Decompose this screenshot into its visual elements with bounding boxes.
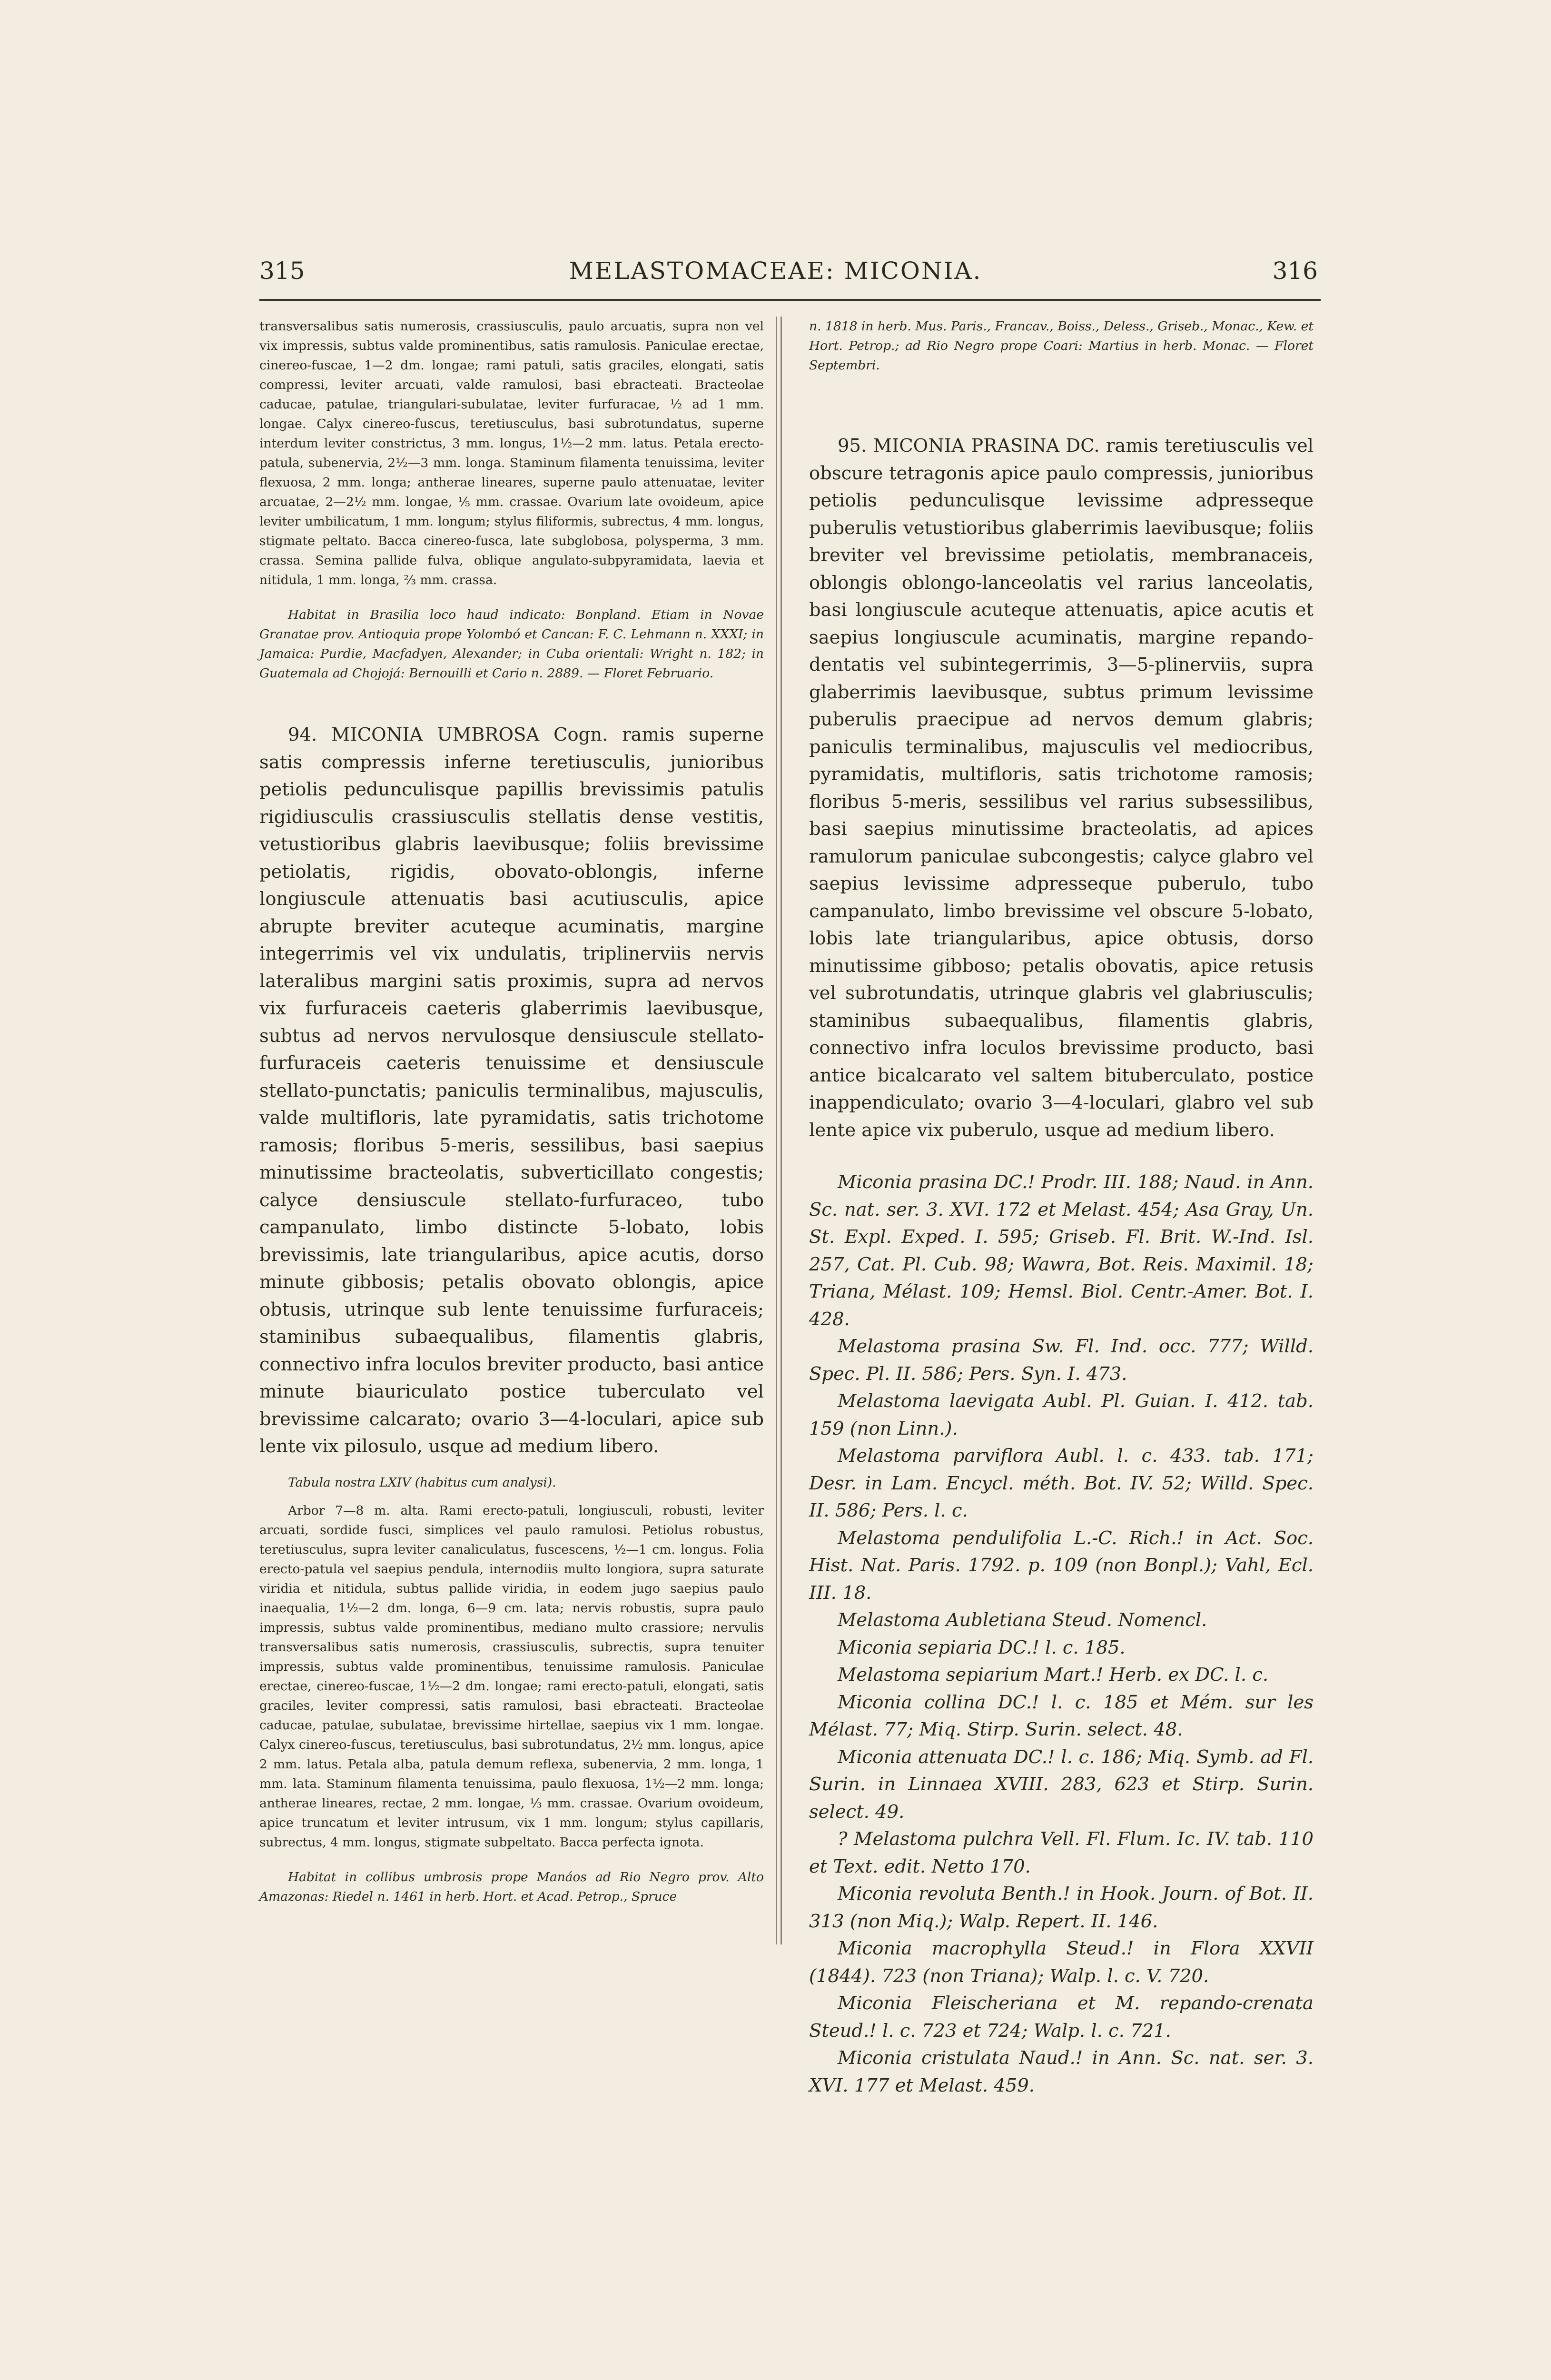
- species-94-diagnosis: ramis superne satis compressis inferne teretiusculis, junioribus petiolis pedunculisque papillis brevissimis patulis rigidiusculis crassiusculis stellatis dense vestitis, vetustioribus glabris laevibusque; foliis brevissime petiolatis, rigidis, obovato-oblongis, inferne longiuscule attenuatis basi acutiusculis, apice abrupte breviter acuteque acuminatis, margine integerrimis vel vix undulatis, triplinerviis nervis lateralibus margini satis proximis, supra ad nervos vix furfuraceis caeteris glaberrimis laevibusque, subtus ad nervos nervulosque densiuscule stellato-furfuraceis caeteris tenuissime et densiuscule stellato-punctatis; paniculis terminalibus, majusculis, valde multifloris, late pyramidatis, satis trichotome ramosis; floribus 5-meris, sessilibus, basi saepius minutissime bracteolatis, subverticillato congestis; calyce densiuscule stellato-furfuraceo, tubo campanulato, limbo distincte 5-lobato, lobis brevissimis, late triangularibus, apice acutis, dorso minute gibbosis; petalis obovato oblongis, apice obtusis, utrinque sub lente tenuissime furfuraceis; staminibus subaequalibus, filamentis glabris, connectivo infra loculos breviter producto, basi antice minute biauriculato postice tuberculato vel brevissime calcarato; ovario 3—4-loculari, apice sub lente vix pilosulo, usque ad medium libero.: [259, 724, 764, 1457]
- page-header: [0, 257, 1551, 295]
- continued-habitat: n. 1818 in herb. Mus. Paris., Francav., Boiss., Deless., Griseb., Monac., Kew. et Hort. Petrop.; ad Rio Negro prope Coari: Martius in herb. Monac. — Floret Septembri.: [809, 319, 1314, 373]
- synonym-entry: Miconia attenuata DC.! l. c. 186; Miq. Symb. ad Fl. Surin. in Linnaea XVIII. 283, 623 et Stirp. Surin. select. 49.: [809, 1746, 1314, 1823]
- synonym-entry: Miconia cristulata Naud.! in Ann. Sc. nat. ser. 3. XVI. 177 et Melast. 459.: [809, 2047, 1314, 2096]
- species-94-description: Arbor 7—8 m. alta. Rami erecto-patuli, longiusculi, robusti, leviter arcuati, sordide fusci, simplices vel paulo ramulosi. Petiolus robustus, teretiusculus, supra leviter canaliculatus, fuscescens, ½—1 cm. longus. Folia erecto-patula vel saepius pendula, internodiis multo longiora, supra saturate viridia et nitidula, subtus pallide viridia, in eodem jugo saepius paulo inaequalia, 1½—2 dm. longa, 6—9 cm. lata; nervis robustis, supra paulo impressis, subtus valde prominentibus, mediano multo crassiore; nervulis transversalibus satis numerosis, crassiusculis, subrectis, supra tenuiter impressis, subtus valde prominentibus, tenuissime ramulosis. Paniculae erectae, cinereo-fuscae, 1½—2 dm. longae; rami erecto-patuli, elongati, satis graciles, leviter compressi, satis ramulosi, basi ebracteati. Bracteolae caducae, patulae, subulatae, brevissime hirtellae, saepius vix 1 mm. longae. Calyx cinereo-fuscus, teretiusculus, basi subrotundatus, 2½ mm. longus, apice 2 mm. latus. Petala alba, patula demum reflexa, subenervia, 2 mm. longa, 1 mm. lata. Staminum filamenta tenuissima, paulo flexuosa, 1½—2 mm. longa; antherae lineares, rectae, 2 mm. longae, ⅓ mm. crassae. Ovarium ovoideum, apice truncatum et leviter intrusum, vix 1 mm. longum; stylus capillaris, subrectus, 4 mm. longus, stigmate subpeltato. Bacca perfecta ignota.: [259, 1503, 764, 1850]
- page-number-right: 316: [1272, 257, 1318, 285]
- habitat-note-94: Habitat in collibus umbrosis prope Manáos ad Rio Negro prov. Alto Amazonas: Riedel n. 1461 in herb. Hort. et Acad. Petrop., Spruce: [259, 1869, 764, 1904]
- synonym-entry: Melastoma sepiarium Mart.! Herb. ex DC. l. c.: [838, 1664, 1269, 1686]
- synonym-entry: Miconia sepiaria DC.! l. c. 185.: [838, 1636, 1126, 1658]
- species-95-entry: [809, 432, 1314, 1144]
- species-94-entry: [259, 721, 764, 1460]
- left-column: [259, 317, 764, 1906]
- synonym-entry: Melastoma laevigata Aubl. Pl. Guian. I. 412. tab. 159 (non Linn.).: [809, 1390, 1314, 1439]
- page-number-left: 315: [259, 257, 305, 285]
- synonym-entry: Miconia collina DC.! l. c. 185 et Mém. sur les Mélast. 77; Miq. Stirp. Surin. select. 48.: [809, 1691, 1314, 1740]
- synonym-entry: Melastoma parviflora Aubl. l. c. 433. tab. 171; Desr. in Lam. Encycl. méth. Bot. IV. 52; Willd. Spec. II. 586; Pers. l. c.: [809, 1445, 1314, 1521]
- synonymy-list: [809, 1169, 1314, 2099]
- right-column: [809, 317, 1314, 2099]
- synonym-entry: Miconia prasina DC.! Prodr. III. 188; Naud. in Ann. Sc. nat. ser. 3. XVI. 172 et Melast. 454; Asa Gray, Un. St. Expl. Exped. I. 595; Griseb. Fl. Brit. W.-Ind. Isl. 257, Cat. Pl. Cub. 98; Wawra, Bot. Reis. Maximil. 18; Triana, Mélast. 109; Hemsl. Biol. Centr.-Amer. Bot. I. 428.: [809, 1171, 1314, 1330]
- continued-description: transversalibus satis numerosis, crassiusculis, paulo arcuatis, supra non vel vix impressis, subtus valde prominentibus, satis ramulosis. Paniculae erectae, cinereo-fuscae, 1—2 dm. longae; rami patuli, satis graciles, elongati, satis compressi, leviter arcuati, valde ramulosi, basi ebracteati. Bracteolae caducae, patulae, triangulari-subulatae, leviter furfuracae, ½ ad 1 mm. longae. Calyx cinereo-fuscus, teretiusculus, basi subrotundatus, superne interdum leviter constrictus, 3 mm. longus, 1½—2 mm. latus. Petala erecto-patula, subenervia, 2½—3 mm. longa. Staminum filamenta tenuissima, leviter flexuosa, 2 mm. longa; antherae lineares, superne paulo attenuatae, leviter arcuatae, 2—2½ mm. longae, ⅕ mm. crassae. Ovarium late ovoideum, apice leviter umbilicatum, 1 mm. longum; stylus filiformis, subrectus, 4 mm. longus, stigmate peltato. Bacca cinereo-fusca, late subglobosa, polysperma, 3 mm. crassa. Semina pallide fulva, oblique angulato-subpyramidata, laevia et nitidula, 1 mm. longa, ⅔ mm. crassa.: [259, 319, 764, 587]
- column-divider: [776, 317, 777, 1944]
- synonym-entry: Miconia macrophylla Steud.! in Flora XXVII (1844). 723 (non Triana); Walp. l. c. V. 720.: [809, 1938, 1314, 1987]
- plate-reference: Tabula nostra LXIV (habitus cum analysi).: [288, 1475, 556, 1490]
- running-title: MELASTOMACEAE: MICONIA.: [569, 257, 982, 285]
- synonym-entry: Melastoma Aubletiana Steud. Nomencl.: [838, 1609, 1207, 1631]
- species-94-heading: 94. MICONIA UMBROSA Cogn.: [288, 724, 608, 745]
- species-95-diagnosis: ramis teretiusculis vel obscure tetragonis apice paulo compressis, junioribus petiolis pedunculisque levissime adpresseque puberulis vetustioribus glaberrimis laevibusque; foliis breviter vel brevissime petiolatis, membranaceis, oblongis oblongo-lanceolatis vel rarius lanceolatis, basi longiuscule acuteque attenuatis, apice acutis et saepius longiuscule acuminatis, margine repando-dentatis vel subintegerrimis, 3—5-plinerviis, supra glaberrimis laevibusque, subtus primum levissime puberulis praecipue ad nervos demum glabris; paniculis terminalibus, majusculis vel mediocribus, pyramidatis, multifloris, satis trichotome ramosis; floribus 5-meris, sessilibus vel rarius subsessilibus, basi saepius minutissime bracteolatis, ad apices ramulorum paniculae subcongestis; calyce glabro vel saepius levissime adpresseque puberulo, tubo campanulato, limbo brevissime vel obscure 5-lobato, lobis late triangularibus, apice obtusis, dorso minutissime gibboso; petalis obovatis, apice retusis vel subrotundatis, utrinque glabris vel glabriusculis; staminibus subaequalibus, filamentis glabris, connectivo infra loculos brevissime producto, basi antice bicalcarato vel saltem bituberculato, postice inappendiculato; ovario 3—4-loculari, glabro vel sub lente apice vix puberulo, usque ad medium libero.: [809, 435, 1314, 1141]
- synonym-entry: Melastoma pendulifolia L.-C. Rich.! in Act. Soc. Hist. Nat. Paris. 1792. p. 109 (non Bonpl.); Vahl, Ecl. III. 18.: [809, 1527, 1314, 1604]
- synonym-entry: Melastoma prasina Sw. Fl. Ind. occ. 777; Willd. Spec. Pl. II. 586; Pers. Syn. I. 473.: [809, 1336, 1314, 1385]
- header-rule: [259, 299, 1321, 301]
- column-divider-second: [780, 317, 782, 1944]
- synonym-entry: ? Melastoma pulchra Vell. Fl. Flum. Ic. IV. tab. 110 et Text. edit. Netto 170.: [809, 1828, 1314, 1877]
- species-95-heading: 95. MICONIA PRASINA DC.: [838, 435, 1100, 456]
- habitat-note-93: Habitat in Brasilia loco haud indicato: Bonpland. Etiam in Novae Granatae prov. Antioquia prope Yolombó et Cancan: F. C. Lehmann n. XXXI; in Jamaica: Purdie, Macfadyen, Alexander; in Cuba orientali: Wright n. 182; in Guatemala ad Chojojá: Bernouilli et Cario n. 2889. — Floret Februario.: [259, 607, 764, 681]
- synonym-entry: Miconia revoluta Benth.! in Hook. Journ. of Bot. II. 313 (non Miq.); Walp. Repert. II. 146.: [809, 1883, 1314, 1932]
- synonym-entry: Miconia Fleischeriana et M. repando-crenata Steud.! l. c. 723 et 724; Walp. l. c. 721.: [809, 1993, 1314, 2042]
